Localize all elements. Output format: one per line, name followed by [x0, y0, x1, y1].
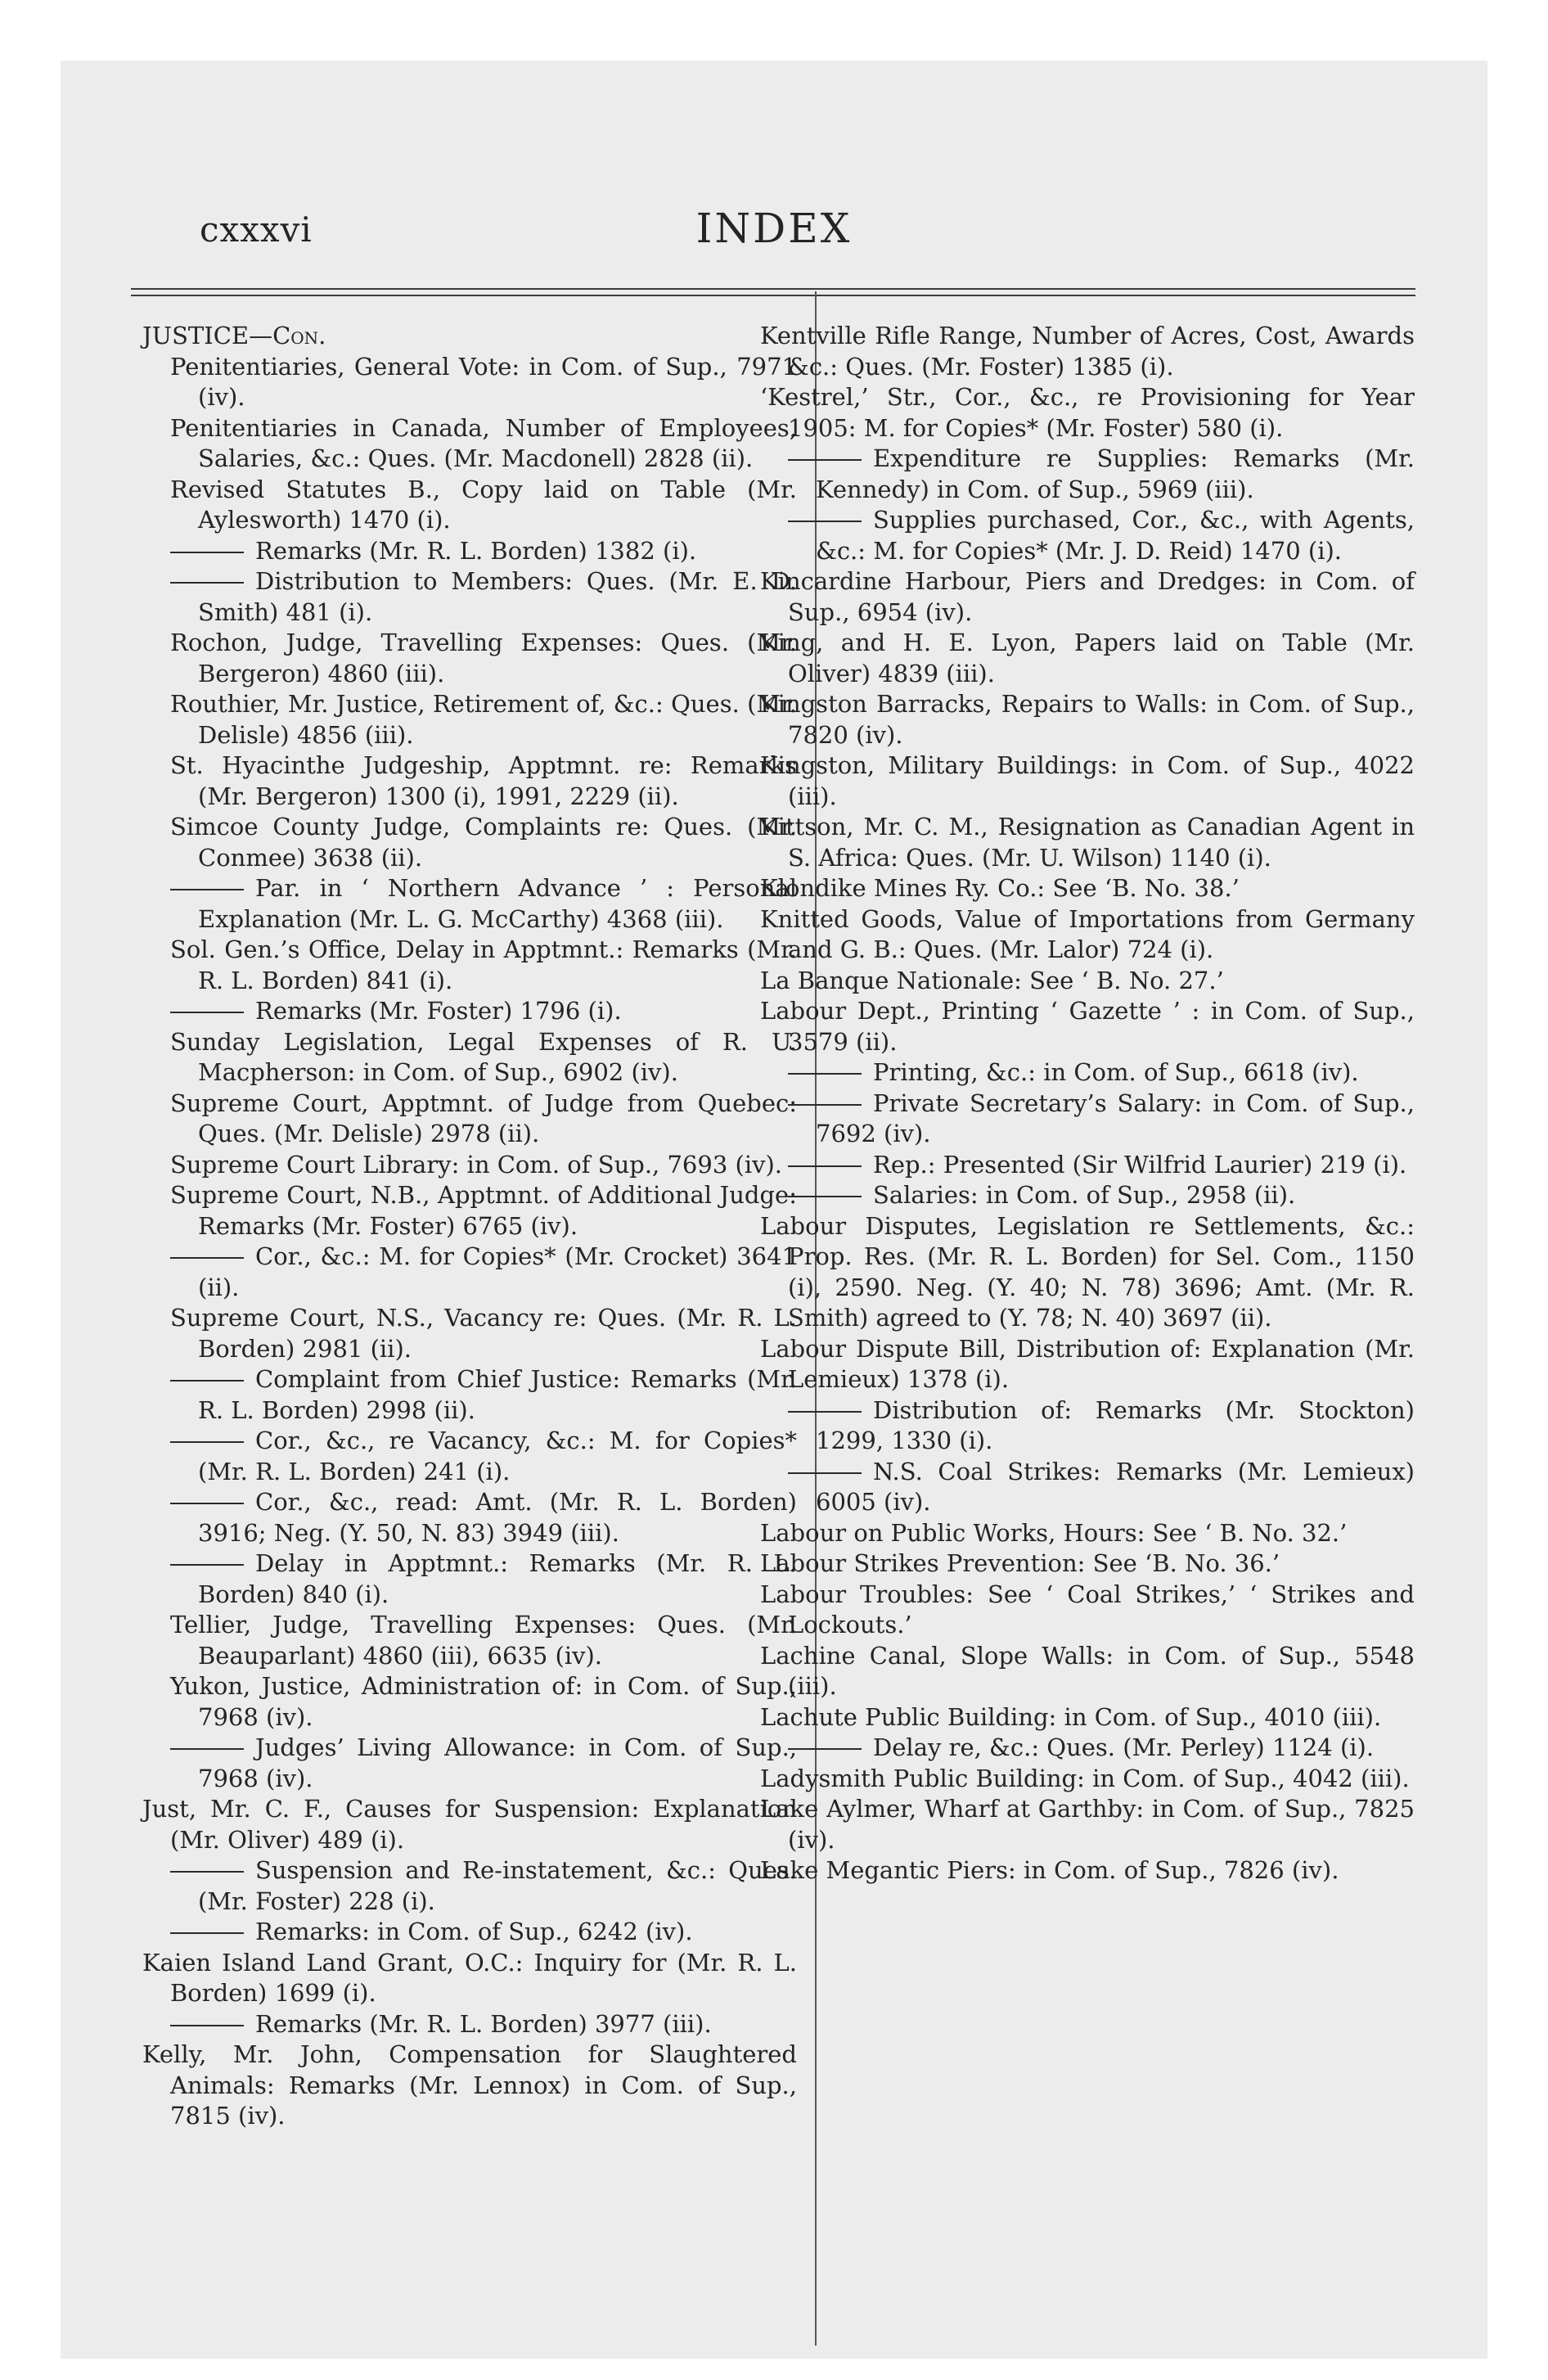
ditto-dash — [788, 459, 862, 461]
index-subentry — [142, 475, 797, 536]
ditto-dash — [170, 1564, 244, 1566]
index-subentry — [788, 1150, 1415, 1181]
entry-text: St. Hyacinthe Judgeship, Apptmnt. re: Remarks (Mr. Bergeron) 1300 (i), 1991, 2229 (ii). — [170, 751, 797, 810]
entry-text: Kingston, Military Buildings: in Com. of Sup., 4022 (iii). — [760, 751, 1415, 810]
index-entry — [760, 1794, 1415, 1855]
index-subentry — [142, 1150, 797, 1181]
entry-text: Remarks (Mr. R. L. Borden) 1382 (i). — [255, 536, 697, 565]
entry-text: Rochon, Judge, Travelling Expenses: Ques. (Mr. Bergeron) 4860 (iii). — [170, 629, 797, 687]
entry-text: Yukon, Justice, Administration of: in Com. of Sup., 7968 (iv). — [170, 1672, 797, 1731]
index-entry — [760, 1702, 1415, 1733]
index-entry — [760, 904, 1415, 966]
entry-text: Supreme Court, Apptmnt. of Judge from Quebec: Ques. (Mr. Delisle) 2978 (ii). — [170, 1089, 797, 1147]
entry-text: Judges’ Living Allowance: in Com. of Sup., 7968 (iv). — [198, 1733, 797, 1792]
index-subentry — [142, 689, 797, 751]
index-entry — [142, 1948, 797, 2009]
index-entry — [760, 689, 1415, 751]
ditto-dash — [170, 1257, 244, 1259]
ditto-dash — [788, 1411, 862, 1413]
index-subentry — [142, 1303, 797, 1364]
entry-text: Suspension and Re-instatement, &c.: Ques. (Mr. Foster) 228 (i). — [198, 1856, 797, 1915]
index-entry — [760, 1518, 1415, 1549]
index-subentry — [142, 1027, 797, 1089]
entry-text: Supreme Court Library: in Com. of Sup., 7693 (iv). — [170, 1150, 783, 1179]
entry-text: Lake Aylmer, Wharf at Garthby: in Com. of Sup., 7825 (iv). — [760, 1795, 1415, 1854]
ditto-dash — [788, 1104, 862, 1106]
index-subentry — [788, 1395, 1415, 1457]
entry-text: Salaries: in Com. of Sup., 2958 (ii). — [873, 1181, 1296, 1209]
index-subentry — [170, 2009, 797, 2040]
index-page — [61, 61, 1487, 2359]
entry-text: Lachute Public Building: in Com. of Sup., 4010 (iii). — [760, 1702, 1382, 1731]
entry-text: Kelly, Mr. John, Compensation for Slaughtered Animals: Remarks (Mr. Lennox) in Com. of Sup., 7815 (iv). — [142, 2040, 797, 2130]
ditto-dash — [788, 1073, 862, 1075]
entry-text: Remarks (Mr. R. L. Borden) 3977 (iii). — [255, 2009, 712, 2038]
entry-text: Kentville Rifle Range, Number of Acres, Cost, Awards &c.: Ques. (Mr. Foster) 1385 (i). — [760, 322, 1415, 381]
ditto-dash — [788, 1196, 862, 1197]
index-entry — [760, 1580, 1415, 1641]
right-index-column — [760, 321, 1415, 1886]
entry-text: Penitentiaries in Canada, Number of Employees, Salaries, &c.: Ques. (Mr. Macdonell) 2828 (ii). — [170, 413, 797, 472]
entry-text: Kittson, Mr. C. M., Resignation as Canadian Agent in S. Africa: Ques. (Mr. U. Wilson) 1140 (i). — [760, 813, 1415, 872]
index-subentry — [142, 1610, 797, 1671]
entry-text: Delay re, &c.: Ques. (Mr. Perley) 1124 (i). — [873, 1733, 1375, 1761]
index-subentry — [788, 1057, 1415, 1089]
entry-text: Rep.: Presented (Sir Wilfrid Laurier) 219 (i). — [873, 1150, 1407, 1179]
entry-text: Remarks: in Com. of Sup., 6242 (iv). — [255, 1918, 693, 1945]
index-subentry — [788, 444, 1415, 505]
ditto-dash — [170, 1932, 244, 1934]
index-subentry — [788, 505, 1415, 566]
index-subentry — [170, 1917, 797, 1948]
index-subentry — [170, 873, 797, 935]
index-subentry — [170, 1364, 797, 1426]
entry-text: Supreme Court, N.B., Apptmnt. of Additional Judge: Remarks (Mr. Foster) 6765 (iv). — [170, 1181, 797, 1240]
ditto-dash — [170, 1748, 244, 1750]
entry-text: Labour Dept., Printing ‘ Gazette ’ : in Com. of Sup., 3579 (ii). — [760, 997, 1415, 1056]
entry-text: Lachine Canal, Slope Walls: in Com. of Sup., 5548 (iii). — [760, 1641, 1415, 1700]
index-subentry — [170, 536, 797, 567]
entry-text: Penitentiaries, General Vote: in Com. of Sup., 7971 (iv). — [170, 352, 797, 411]
index-subentry — [170, 566, 797, 628]
entry-text: Distribution to Members: Ques. (Mr. E. D. Smith) 481 (i). — [198, 567, 797, 626]
index-subentry — [142, 812, 797, 873]
ditto-dash — [170, 889, 244, 890]
ditto-dash — [170, 582, 244, 584]
section-heading — [142, 321, 797, 352]
index-subentry — [788, 1733, 1415, 1764]
entry-text: Cor., &c.: M. for Copies* (Mr. Crocket) 3641 (ii). — [198, 1242, 797, 1301]
entry-text: Complaint from Chief Justice: Remarks (Mr. R. L. Borden) 2998 (ii). — [198, 1365, 797, 1424]
index-subentry — [170, 1487, 797, 1548]
index-entry — [760, 1211, 1415, 1334]
entry-text: ‘Kestrel,’ Str., Cor., &c., re Provisioning for Year 1905: M. for Copies* (Mr. Foster) 580 (i). — [760, 383, 1415, 442]
ditto-dash — [170, 1871, 244, 1873]
index-entry — [760, 1548, 1415, 1580]
index-entry — [760, 996, 1415, 1057]
entry-text: Labour on Public Works, Hours: See ‘ B. No. 32.’ — [760, 1518, 1348, 1547]
index-subentry — [142, 352, 797, 413]
entry-text: La Banque Nationale: See ‘ B. No. 27.’ — [760, 966, 1224, 994]
index-entry — [760, 628, 1415, 689]
ditto-dash — [170, 552, 244, 553]
index-subentry — [142, 628, 797, 689]
entry-text: Revised Statutes B., Copy laid on Table (Mr. Aylesworth) 1470 (i). — [170, 475, 797, 534]
index-subentry — [142, 413, 797, 475]
entry-text: Cor., &c., re Vacancy, &c.: M. for Copies* (Mr. R. L. Borden) 241 (i). — [198, 1427, 797, 1485]
entry-text: Expenditure re Supplies: Remarks (Mr. Kennedy) in Com. of Sup., 5969 (iii). — [816, 444, 1415, 503]
entry-text: Simcoe County Judge, Complaints re: Ques. (Mr. Conmee) 3638 (ii). — [170, 813, 797, 872]
entry-text: Labour Disputes, Legislation re Settlements, &c.: Prop. Res. (Mr. R. L. Borden) for Sel. Com., 1150 (i), 2590. Neg. (Y. 40; N. 78) 3696; Amt. (Mr. R. Smith) agreed to (Y. 78; N. 40) 3697 (ii). — [760, 1211, 1415, 1332]
entry-text: King, and H. E. Lyon, Papers laid on Table (Mr. Oliver) 4839 (iii). — [760, 629, 1415, 687]
index-subentry — [788, 1180, 1415, 1211]
index-entry — [760, 1764, 1415, 1795]
index-entry — [760, 812, 1415, 873]
index-subentry — [142, 1671, 797, 1733]
index-subentry — [170, 1733, 797, 1794]
entry-text: Supplies purchased, Cor., &c., with Agents, &c.: M. for Copies* (Mr. J. D. Reid) 1470 (i). — [816, 506, 1415, 565]
index-entry — [760, 1855, 1415, 1886]
index-subentry — [788, 1089, 1415, 1150]
entry-text: Remarks (Mr. Foster) 1796 (i). — [255, 997, 622, 1025]
index-subentry — [788, 1457, 1415, 1518]
entry-text: Labour Dispute Bill, Distribution of: Explanation (Mr. Lemieux) 1378 (i). — [760, 1334, 1415, 1393]
ditto-dash — [170, 2025, 244, 2026]
entry-text: Kaien Island Land Grant, O.C.: Inquiry for (Mr. R. L. Borden) 1699 (i). — [142, 1948, 797, 2007]
index-subentry — [170, 1426, 797, 1487]
index-entry — [760, 966, 1415, 997]
entry-text: Kingston Barracks, Repairs to Walls: in Com. of Sup., 7820 (iv). — [760, 690, 1415, 749]
entry-text: Labour Troubles: See ‘ Coal Strikes,’ ‘ Strikes and Lockouts.’ — [760, 1580, 1415, 1639]
page-number: cxxxvi — [200, 210, 313, 250]
index-entry — [142, 1794, 797, 1855]
left-index-column — [142, 321, 797, 2132]
index-subentry — [142, 1180, 797, 1242]
index-entry — [760, 321, 1415, 382]
index-subentry — [170, 1242, 797, 1303]
entry-text: Ladysmith Public Building: in Com. of Sup., 4042 (iii). — [760, 1764, 1410, 1792]
ditto-dash — [170, 1441, 244, 1443]
index-subentry — [142, 751, 797, 812]
entry-text: Knitted Goods, Value of Importations from Germany and G. B.: Ques. (Mr. Lalor) 724 (i). — [760, 904, 1415, 963]
index-subentry — [170, 1548, 797, 1610]
index-entry — [760, 566, 1415, 628]
ditto-dash — [788, 1748, 862, 1750]
entry-text: Cor., &c., read: Amt. (Mr. R. L. Borden) 3916; Neg. (Y. 50, N. 83) 3949 (iii). — [198, 1488, 797, 1547]
entry-text: Sunday Legislation, Legal Expenses of R. U. Macpherson: in Com. of Sup., 6902 (iv). — [170, 1027, 797, 1086]
index-subentry — [142, 935, 797, 996]
index-entry — [142, 2040, 797, 2132]
index-entry — [760, 873, 1415, 904]
entry-text: Par. in ‘ Northern Advance ’ : Personal Explanation (Mr. L. G. McCarthy) 4368 (iii). — [198, 874, 797, 933]
ditto-dash — [170, 1503, 244, 1504]
index-entry — [760, 1641, 1415, 1702]
entry-text: Kincardine Harbour, Piers and Dredges: in Com. of Sup., 6954 (iv). — [760, 567, 1415, 626]
index-subentry — [170, 1855, 797, 1917]
index-subentry — [170, 996, 797, 1027]
ditto-dash — [170, 1380, 244, 1382]
entry-text: Just, Mr. C. F., Causes for Suspension: Explanation (Mr. Oliver) 489 (i). — [142, 1795, 797, 1854]
header-rule-bottom — [131, 295, 1415, 296]
ditto-dash — [788, 1165, 862, 1167]
entry-text: Klondike Mines Ry. Co.: See ‘B. No. 38.’ — [760, 874, 1240, 902]
entry-text: N.S. Coal Strikes: Remarks (Mr. Lemieux) 6005 (iv). — [816, 1457, 1415, 1516]
entry-text: Private Secretary’s Salary: in Com. of Sup., 7692 (iv). — [816, 1089, 1415, 1147]
entry-text: Routhier, Mr. Justice, Retirement of, &c.: Ques. (Mr. Delisle) 4856 (iii). — [170, 690, 797, 749]
entry-text: Sol. Gen.’s Office, Delay in Apptmnt.: Remarks (Mr. R. L. Borden) 841 (i). — [170, 935, 797, 994]
entry-text: Delay in Apptmnt.: Remarks (Mr. R. L. Borden) 840 (i). — [198, 1549, 797, 1608]
index-entry — [760, 751, 1415, 812]
ditto-dash — [788, 521, 862, 522]
page-title: INDEX — [695, 205, 853, 252]
entry-text: JUSTICE—Con. — [142, 322, 326, 349]
index-subentry — [142, 1089, 797, 1150]
entry-text: Lake Megantic Piers: in Com. of Sup., 7826 (iv). — [760, 1856, 1339, 1884]
entry-text: Tellier, Judge, Travelling Expenses: Ques. (Mr. Beauparlant) 4860 (iii), 6635 (iv). — [170, 1611, 797, 1670]
entry-text: Supreme Court, N.S., Vacancy re: Ques. (Mr. R. L. Borden) 2981 (ii). — [170, 1304, 797, 1363]
entry-text: Distribution of: Remarks (Mr. Stockton) 1299, 1330 (i). — [816, 1395, 1415, 1454]
entry-text: Labour Strikes Prevention: See ‘B. No. 36.’ — [760, 1549, 1280, 1577]
ditto-dash — [170, 1012, 244, 1013]
index-entry — [760, 382, 1415, 444]
ditto-dash — [788, 1472, 862, 1474]
entry-text: Printing, &c.: in Com. of Sup., 6618 (iv). — [873, 1058, 1359, 1086]
header-rule-top — [131, 288, 1415, 290]
index-entry — [760, 1334, 1415, 1395]
